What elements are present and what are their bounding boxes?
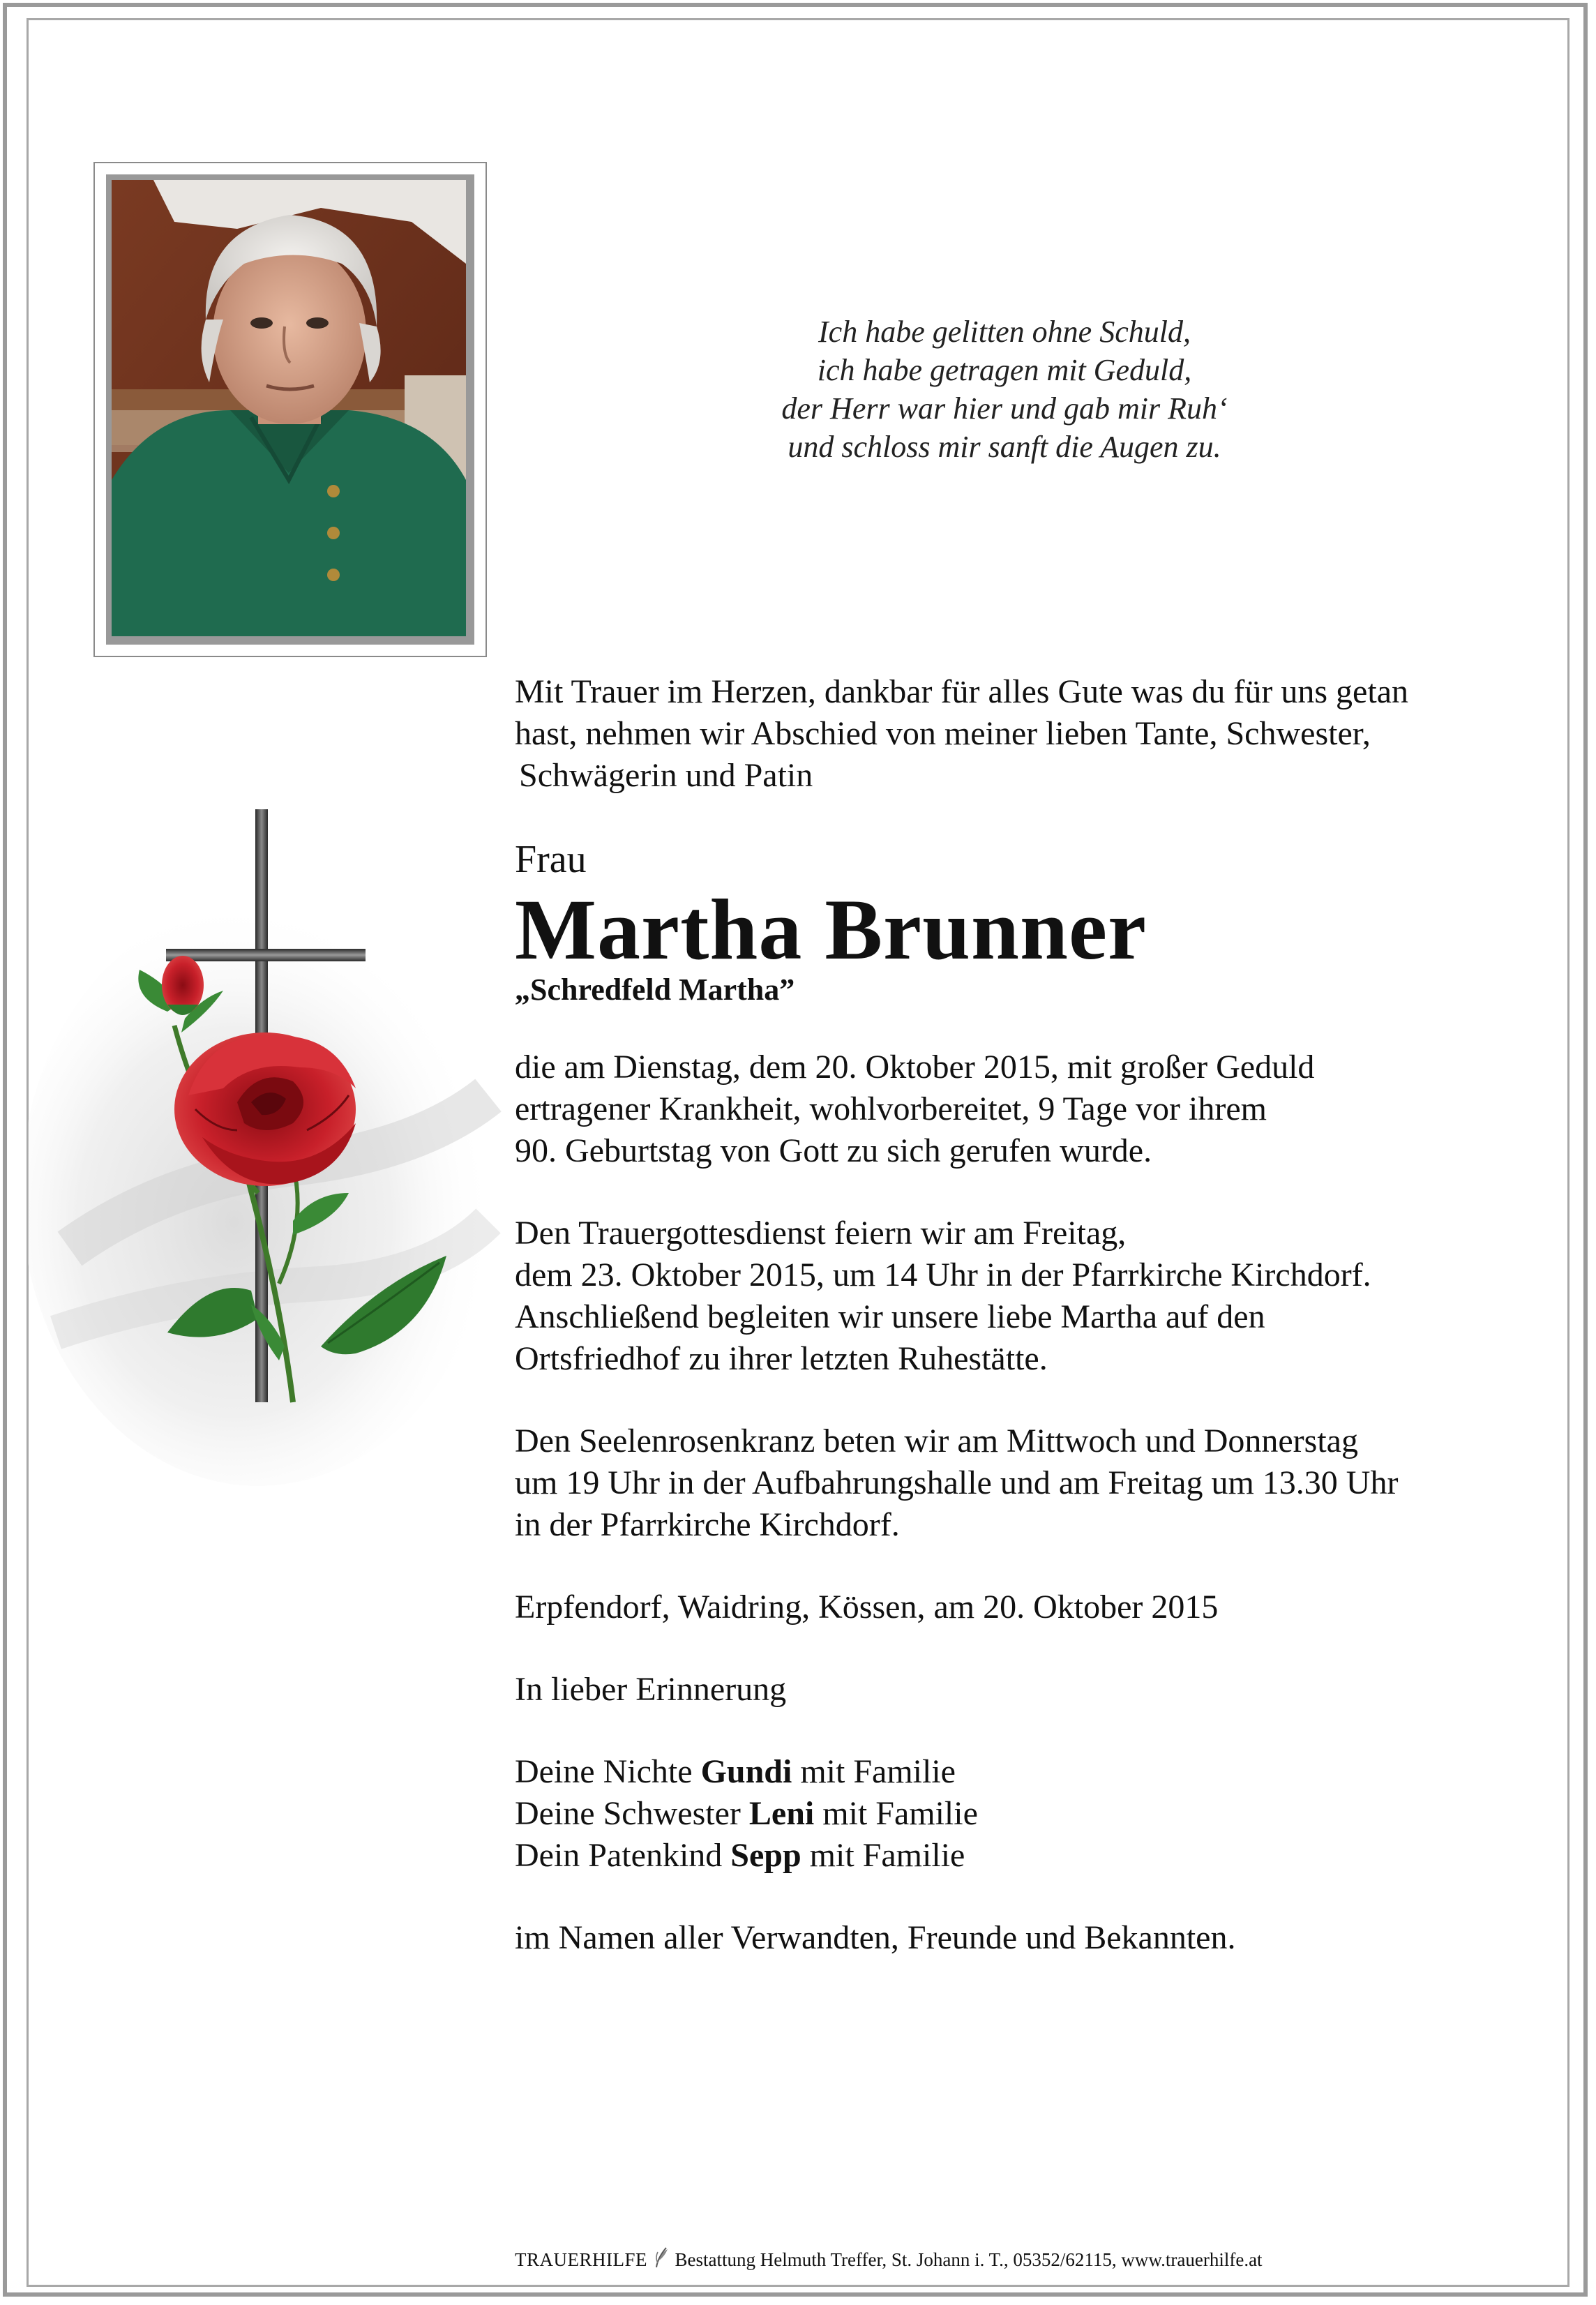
feather-icon	[652, 2245, 670, 2269]
remembrance-line: In lieber Erinnerung	[515, 1671, 787, 1708]
deceased-name: Martha Brunner	[515, 882, 1147, 977]
poem-quote	[670, 313, 1339, 466]
mourner-relation: Deine Nichte	[515, 1753, 693, 1790]
footer-text: Bestattung Helmuth Treffer, St. Johann i. T., 05352/62115, www.trauerhilfe.at	[675, 2249, 1263, 2270]
mourner-name: Sepp	[730, 1837, 801, 1874]
obituary-text	[515, 671, 1505, 1959]
funeral-line: Den Trauergottesdienst feiern wir am Freitag,	[515, 1215, 1127, 1252]
portrait-frame	[93, 162, 487, 657]
rosary-line: in der Pfarrkirche Kirchdorf.	[515, 1506, 900, 1543]
mourners-list	[515, 1751, 1505, 1877]
mourner-name: Gundi	[700, 1753, 792, 1790]
portrait-illustration	[112, 180, 466, 636]
rosary-paragraph	[515, 1420, 1505, 1546]
intro-line: Schwägerin und Patin	[519, 757, 813, 794]
intro-line: Mit Trauer im Herzen, dankbar für alles Gute was du für uns getan	[515, 673, 1408, 710]
mourner-relation: Dein Patenkind	[515, 1837, 723, 1874]
intro-line: hast, nehmen wir Abschied von meiner lieben Tante, Schwester,	[515, 715, 1371, 752]
funeral-line: Anschließend begleiten wir unsere liebe Martha auf den	[515, 1298, 1265, 1335]
deceased-nickname: „Schredfeld Martha”	[515, 973, 795, 1007]
funeral-line: dem 23. Oktober 2015, um 14 Uhr in der Pfarrkirche Kirchdorf.	[515, 1256, 1371, 1293]
death-notice-line: ertragener Krankheit, wohlvorbereitet, 9 Tage vor ihrem	[515, 1090, 1267, 1127]
mourner-name: Leni	[748, 1795, 815, 1832]
mourner-relation: Deine Schwester	[515, 1795, 741, 1832]
mourner-suffix: mit Familie	[800, 1753, 956, 1790]
rosary-line: Den Seelenrosenkranz beten wir am Mittwoch und Donnerstag	[515, 1422, 1358, 1459]
mourner-entry	[515, 1793, 1505, 1835]
quote-line: und schloss mir sanft die Augen zu.	[788, 430, 1221, 464]
mourner-suffix: mit Familie	[822, 1795, 978, 1832]
portrait-photo	[112, 180, 469, 639]
funeral-paragraph	[515, 1212, 1505, 1380]
funeral-line: Ortsfriedhof zu ihrer letzten Ruhestätte.	[515, 1340, 1048, 1377]
rosary-line: um 19 Uhr in der Aufbahrungshalle und am Freitag um 13.30 Uhr	[515, 1464, 1399, 1501]
mourner-suffix: mit Familie	[809, 1837, 965, 1874]
death-notice-line: die am Dienstag, dem 20. Oktober 2015, mit großer Geduld	[515, 1049, 1315, 1086]
quote-line: Ich habe gelitten ohne Schuld,	[818, 315, 1191, 349]
intro-paragraph	[515, 671, 1505, 797]
mourner-entry	[515, 1835, 1505, 1877]
closing-line: im Namen aller Verwandten, Freunde und Bekannten.	[515, 1919, 1236, 1956]
mourner-entry	[515, 1751, 1505, 1793]
footer-brand: TRAUERHILFE	[515, 2249, 647, 2270]
footer	[515, 2245, 1561, 2270]
quote-line: ich habe getragen mit Geduld,	[817, 353, 1192, 387]
place-date: Erpfendorf, Waidring, Kössen, am 20. Oktober 2015	[515, 1589, 1219, 1625]
death-notice-paragraph	[515, 1046, 1505, 1172]
death-notice-line: 90. Geburtstag von Gott zu sich gerufen wurde.	[515, 1132, 1152, 1169]
quote-line: der Herr war hier und gab mir Ruh‘	[781, 391, 1228, 426]
rose-icon	[28, 802, 516, 1507]
salutation: Frau	[515, 838, 587, 881]
cross-rose-illustration	[28, 802, 516, 1507]
portrait-mat	[106, 174, 474, 645]
